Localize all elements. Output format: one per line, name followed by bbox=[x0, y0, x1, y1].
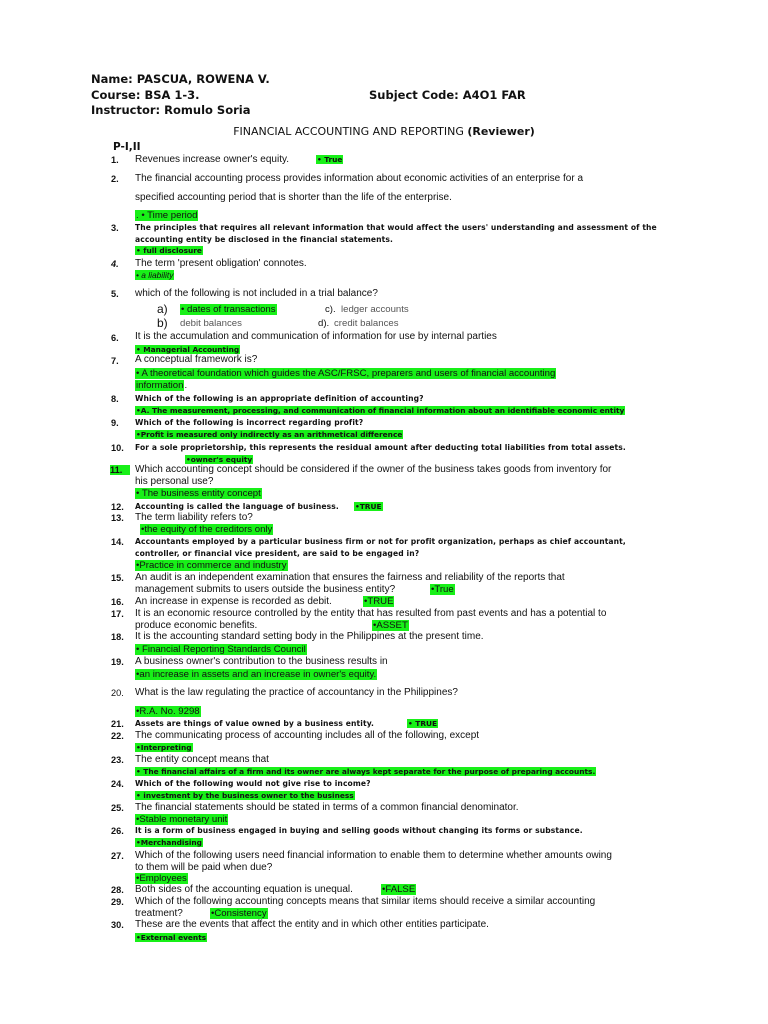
item-number: 14. bbox=[111, 537, 124, 547]
item-number: 13. bbox=[111, 513, 124, 523]
item-number: 18. bbox=[111, 632, 124, 642]
question: It is a form of business engaged in buying and selling goods without changing its forms or substance. bbox=[135, 826, 583, 835]
question: The term 'present obligation' connotes. bbox=[135, 258, 307, 269]
question-cont: produce economic benefits. bbox=[135, 620, 258, 631]
item-number: 30. bbox=[111, 920, 124, 930]
answer: • a liability bbox=[136, 270, 174, 280]
question: Assets are things of value owned by a business entity. bbox=[135, 719, 375, 728]
question: It is an economic resource controlled by the entity that has resulted from past events and has a potential to bbox=[135, 608, 607, 619]
item-number: 10. bbox=[111, 443, 124, 453]
option-c: ledger accounts bbox=[341, 304, 409, 315]
question-cont: to them will be paid when due? bbox=[135, 862, 273, 873]
answer: . • Time period bbox=[136, 210, 198, 221]
answer: • dates of transactions bbox=[181, 304, 276, 315]
question: The financial accounting process provides information about economic activities of an enterprise for a bbox=[135, 173, 584, 184]
question: An audit is an independent examination that ensures the fairness and reliability of the reports that bbox=[135, 572, 565, 583]
answer: •A. The measurement, processing, and communication of financial information about an identifiable economic entity bbox=[136, 406, 625, 415]
course: Course: BSA 1-3. bbox=[91, 88, 200, 102]
item-number: 15. bbox=[111, 573, 124, 583]
question-cont: management submits to users outside the business entity? bbox=[135, 584, 396, 595]
option-d: credit balances bbox=[334, 318, 399, 329]
item-number: 29. bbox=[111, 897, 124, 907]
question: Both sides of the accounting equation is unequal. bbox=[135, 884, 353, 895]
item-number: 22. bbox=[111, 731, 124, 741]
answer: •FALSE bbox=[382, 884, 416, 895]
item-number: 25. bbox=[111, 803, 124, 813]
answer: • A theoretical foundation which guides the ASC/FRSC, preparers and users of financial accounting bbox=[136, 368, 556, 379]
question-cont: treatment? bbox=[135, 908, 183, 919]
item-number: 21. bbox=[111, 719, 124, 729]
question: What is the law regulating the practice of accountancy in the Philippines? bbox=[135, 687, 458, 698]
question-cont: specified accounting period that is shorter than the life of the enterprise. bbox=[135, 192, 452, 203]
question: Which of the following is incorrect regarding profit? bbox=[135, 418, 364, 427]
question: The entity concept means that bbox=[135, 754, 269, 765]
answer: • TRUE bbox=[408, 719, 438, 728]
question: which of the following is not included in a trial balance? bbox=[135, 288, 378, 299]
question: The principles that requires all relevant information that would affect the users' understanding and assessment of the bbox=[135, 223, 657, 232]
item-number: 23. bbox=[111, 755, 124, 765]
question-cont: controller, or financial vice president, are said to be engaged in? bbox=[135, 549, 420, 558]
option-b: debit balances bbox=[180, 318, 242, 329]
question: The communicating process of accounting includes all of the following, except bbox=[135, 730, 480, 741]
question: Accounting is called the language of business. bbox=[135, 502, 339, 511]
subject-code: Subject Code: A4O1 FAR bbox=[369, 88, 526, 102]
item-number: 6. bbox=[111, 333, 119, 343]
item-number: 8. bbox=[111, 394, 119, 404]
answer: •External events bbox=[136, 933, 207, 942]
item-number: 20. bbox=[111, 688, 124, 698]
answer: •the equity of the creditors only bbox=[141, 524, 273, 535]
answer: •Merchandising bbox=[136, 838, 202, 847]
item-number: 11. bbox=[110, 465, 130, 475]
item-number: 24. bbox=[111, 779, 124, 789]
item-number: 19. bbox=[111, 657, 124, 667]
answer: •TRUE bbox=[364, 596, 394, 607]
question: It is the accounting standard setting body in the Philippines at the present time. bbox=[135, 631, 484, 642]
item-number: 5. bbox=[111, 289, 119, 299]
item-number: 17. bbox=[111, 609, 124, 619]
instructor: Instructor: Romulo Soria bbox=[91, 103, 251, 117]
item-number: 1. bbox=[111, 155, 119, 165]
item-number: 4. bbox=[111, 259, 119, 269]
item-number: 2. bbox=[111, 174, 119, 184]
title-suffix: (Reviewer) bbox=[467, 125, 535, 138]
question-cont: accounting entity be disclosed in the financial statements. bbox=[135, 235, 394, 244]
question: Which of the following users need financial information to enable them to determine whether amounts owing bbox=[135, 850, 612, 861]
question: Which of the following would not give rise to income? bbox=[135, 779, 371, 788]
question: Revenues increase owner's equity. bbox=[135, 154, 290, 165]
question-cont: his personal use? bbox=[135, 476, 214, 487]
answer: • True bbox=[317, 155, 343, 164]
answer: • Financial Reporting Standards Council bbox=[136, 644, 306, 655]
question: These are the events that affect the entity and in which other entities participate. bbox=[135, 919, 489, 930]
answer: •owner's equity bbox=[186, 455, 253, 464]
question: It is the accumulation and communication of information for use by internal parties bbox=[135, 331, 497, 342]
answer: •R.A. No. 9298 bbox=[136, 706, 200, 717]
answer: •an increase in assets and an increase in owner's equity. bbox=[136, 669, 377, 680]
question: An increase in expense is recorded as debit. bbox=[135, 596, 332, 607]
answer: •Interpreting bbox=[136, 743, 192, 752]
question: The financial statements should be stated in terms of a common financial denominator. bbox=[135, 802, 519, 813]
answer: •Employees bbox=[136, 873, 187, 884]
option-a-letter: a) bbox=[157, 302, 168, 316]
item-number: 7. bbox=[111, 356, 119, 366]
student-name: Name: PASCUA, ROWENA V. bbox=[91, 72, 270, 86]
question: Which of the following accounting concepts means that similar items should receive a similar accounting bbox=[135, 896, 596, 907]
item-number: 27. bbox=[111, 851, 124, 861]
option-b-letter: b) bbox=[157, 316, 168, 330]
question: Which accounting concept should be considered if the owner of the business takes goods from inventory for bbox=[135, 464, 612, 475]
question: A conceptual framework is? bbox=[135, 354, 258, 365]
answer: •TRUE bbox=[355, 502, 382, 511]
option-c-letter: c). bbox=[325, 304, 336, 315]
answer: •Consistency bbox=[211, 908, 267, 919]
item-number: 3. bbox=[111, 223, 119, 233]
answer: •Practice in commerce and industry bbox=[136, 560, 287, 571]
document-title bbox=[0, 125, 768, 138]
item-number: 16. bbox=[111, 597, 124, 607]
question: The term liability refers to? bbox=[135, 512, 253, 523]
option-d-letter: d). bbox=[318, 318, 330, 329]
answer: •True bbox=[431, 584, 454, 595]
section-label: P-I,II bbox=[113, 141, 141, 153]
answer: • full disclosure bbox=[136, 246, 202, 255]
answer: • The financial affairs of a firm and its owner are always kept separate for the purpose of preparing accounts. bbox=[136, 767, 596, 776]
question: Which of the following is an appropriate definition of accounting? bbox=[135, 394, 424, 403]
item-number: 26. bbox=[111, 826, 124, 836]
title-main: FINANCIAL ACCOUNTING AND REPORTING bbox=[233, 125, 464, 138]
item-number: 12. bbox=[111, 502, 124, 512]
question: A business owner's contribution to the business results in bbox=[135, 656, 388, 667]
answer: • The business entity concept bbox=[136, 488, 261, 499]
answer: • Managerial Accounting bbox=[136, 345, 240, 354]
question: For a sole proprietorship, this represents the residual amount after deducting total liabilities from total assets. bbox=[135, 443, 626, 452]
question: Accountants employed by a particular business firm or not for profit organization, perhaps as chief accountant, bbox=[135, 537, 626, 546]
answer: •Stable monetary unit bbox=[136, 814, 228, 825]
answer: •Profit is measured only indirectly as an arithmetical difference bbox=[136, 430, 403, 439]
item-number: 28. bbox=[111, 885, 124, 895]
item-number: 9. bbox=[111, 418, 119, 428]
answer: •ASSET bbox=[373, 620, 408, 631]
answer-cont: information. bbox=[136, 380, 188, 391]
answer: • investment by the business owner to the business bbox=[136, 791, 354, 800]
